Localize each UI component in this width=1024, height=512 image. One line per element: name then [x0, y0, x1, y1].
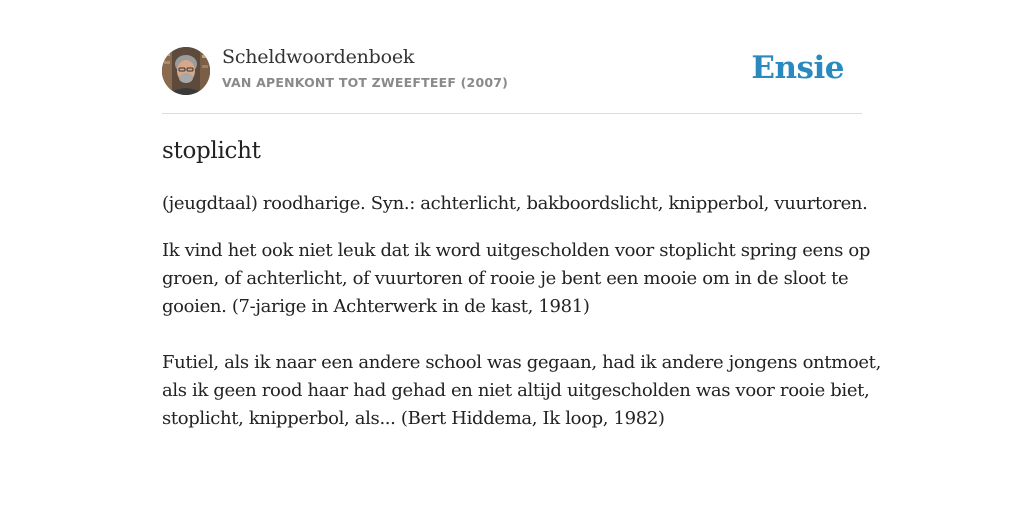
entry-term: stoplicht: [162, 138, 261, 164]
quote-line: groen, of achterlicht, of vuurtoren of rooie je bent een mooie om in de sloot te: [162, 268, 849, 289]
entry-card: [162, 0, 881, 512]
ensie-logo[interactable]: Ensie: [751, 50, 844, 86]
quote-line: stoplicht, knipperbol, als... (Bert Hiddema, Ik loop, 1982): [162, 408, 665, 429]
author-portrait-icon: [162, 47, 210, 95]
dictionary-subtitle: VAN APENKONT TOT ZWEEFTEEF (2007): [222, 75, 509, 90]
usage-quote: [162, 237, 870, 321]
author-avatar[interactable]: [162, 47, 210, 95]
dictionary-title[interactable]: Scheldwoordenboek: [222, 46, 415, 68]
dictionary-header: [162, 46, 862, 96]
quote-line: als ik geen rood haar had gehad en niet altijd uitgescholden was voor rooie biet,: [162, 380, 870, 401]
entry-definition: (jeugdtaal) roodharige. Syn.: achterlicht, bakboordslicht, knipperbol, vuurtoren.: [162, 193, 868, 214]
quote-line: gooien. (7-jarige in Achterwerk in de kast, 1981): [162, 296, 590, 317]
quote-line: Futiel, als ik naar een andere school was gegaan, had ik andere jongens ontmoet,: [162, 352, 881, 373]
header-divider: [162, 113, 862, 114]
usage-quote: [162, 349, 881, 433]
quote-line: Ik vind het ook niet leuk dat ik word uitgescholden voor stoplicht spring eens op: [162, 240, 870, 261]
